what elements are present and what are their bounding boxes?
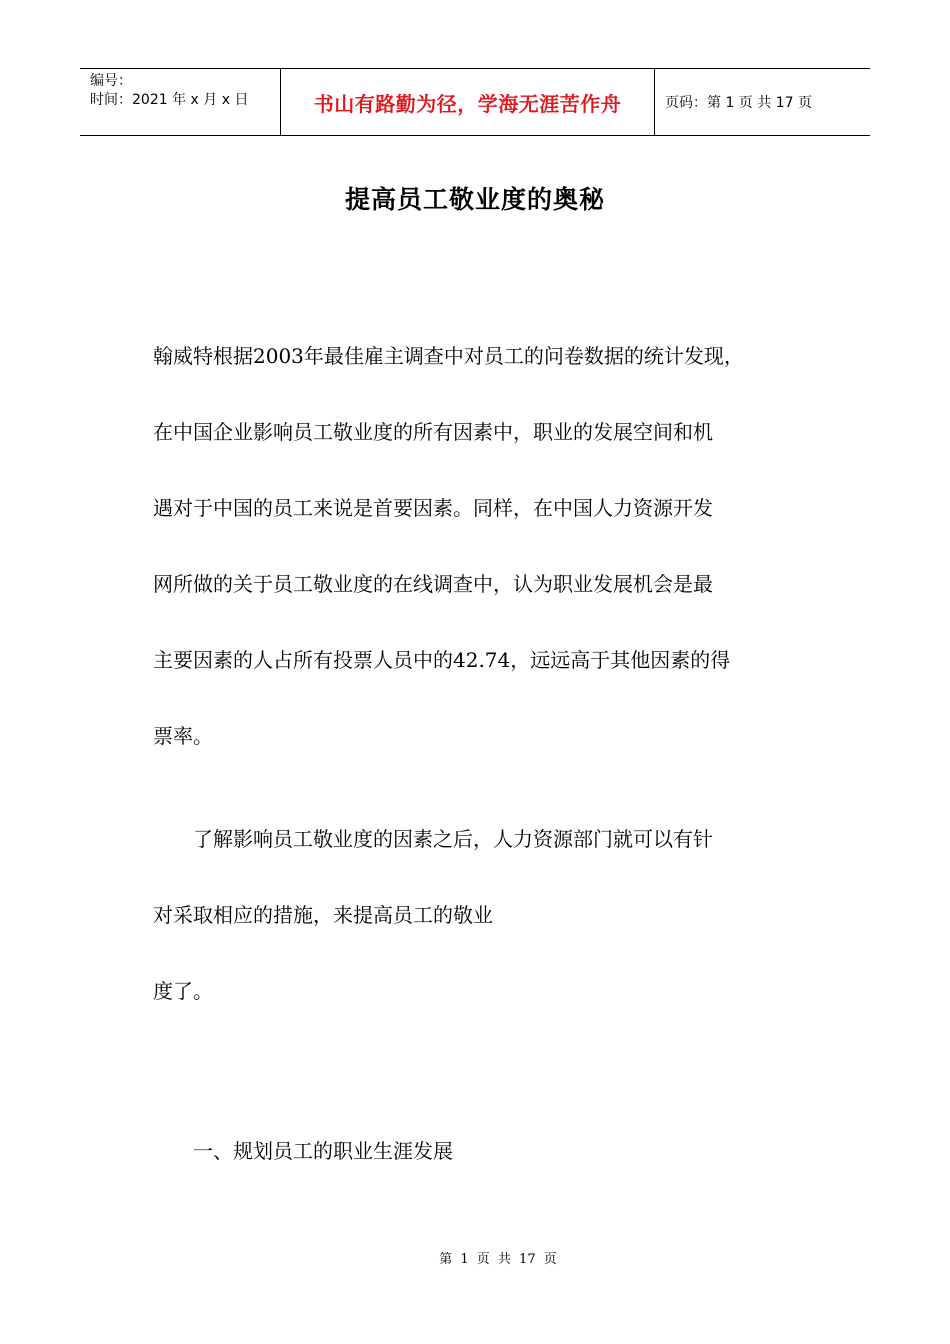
paragraph-1 <box>153 318 813 774</box>
document-header <box>80 68 870 136</box>
header-meta <box>80 69 281 135</box>
heading-text: 一、规划员工的职业生涯发展 <box>153 1139 453 1163</box>
paragraph-line: 翰威特根据2003年最佳雇主调查中对员工的问卷数据的统计发现， <box>153 344 744 368</box>
paragraph-line: 了解影响员工敬业度的因素之后，人力资源部门就可以有针 <box>153 827 713 851</box>
header-motto <box>281 69 655 135</box>
date-label: 时间：2021 年 x 月 x 日 <box>90 92 249 108</box>
header-page-info <box>655 69 870 135</box>
paragraph-line: 主要因素的人占所有投票人员中的42.74，远远高于其他因素的得 <box>153 648 731 672</box>
number-label: 编号： <box>90 73 132 89</box>
paragraph-line: 遇对于中国的员工来说是首要因素。同样，在中国人力资源开发 <box>153 496 713 520</box>
motto-text: 书山有路勤为径，学海无涯苦作舟 <box>313 91 622 116</box>
page-footer: 第 1 页 共 17 页 <box>439 1252 557 1267</box>
paragraph-line: 网所做的关于员工敬业度的在线调查中，认为职业发展机会是最 <box>153 572 713 596</box>
paragraph-line: 票率。 <box>153 724 213 748</box>
paragraph-2 <box>153 801 813 1029</box>
page-info-text: 页码：第 1 页 共 17 页 <box>665 95 812 111</box>
section-heading-1 <box>153 1113 813 1189</box>
paragraph-line: 对采取相应的措施，来提高员工的敬业 <box>153 903 493 927</box>
document-title: 提高员工敬业度的奥秘 <box>344 185 605 214</box>
paragraph-line: 在中国企业影响员工敬业度的所有因素中，职业的发展空间和机 <box>153 420 713 444</box>
paragraph-line: 度了。 <box>153 979 213 1003</box>
